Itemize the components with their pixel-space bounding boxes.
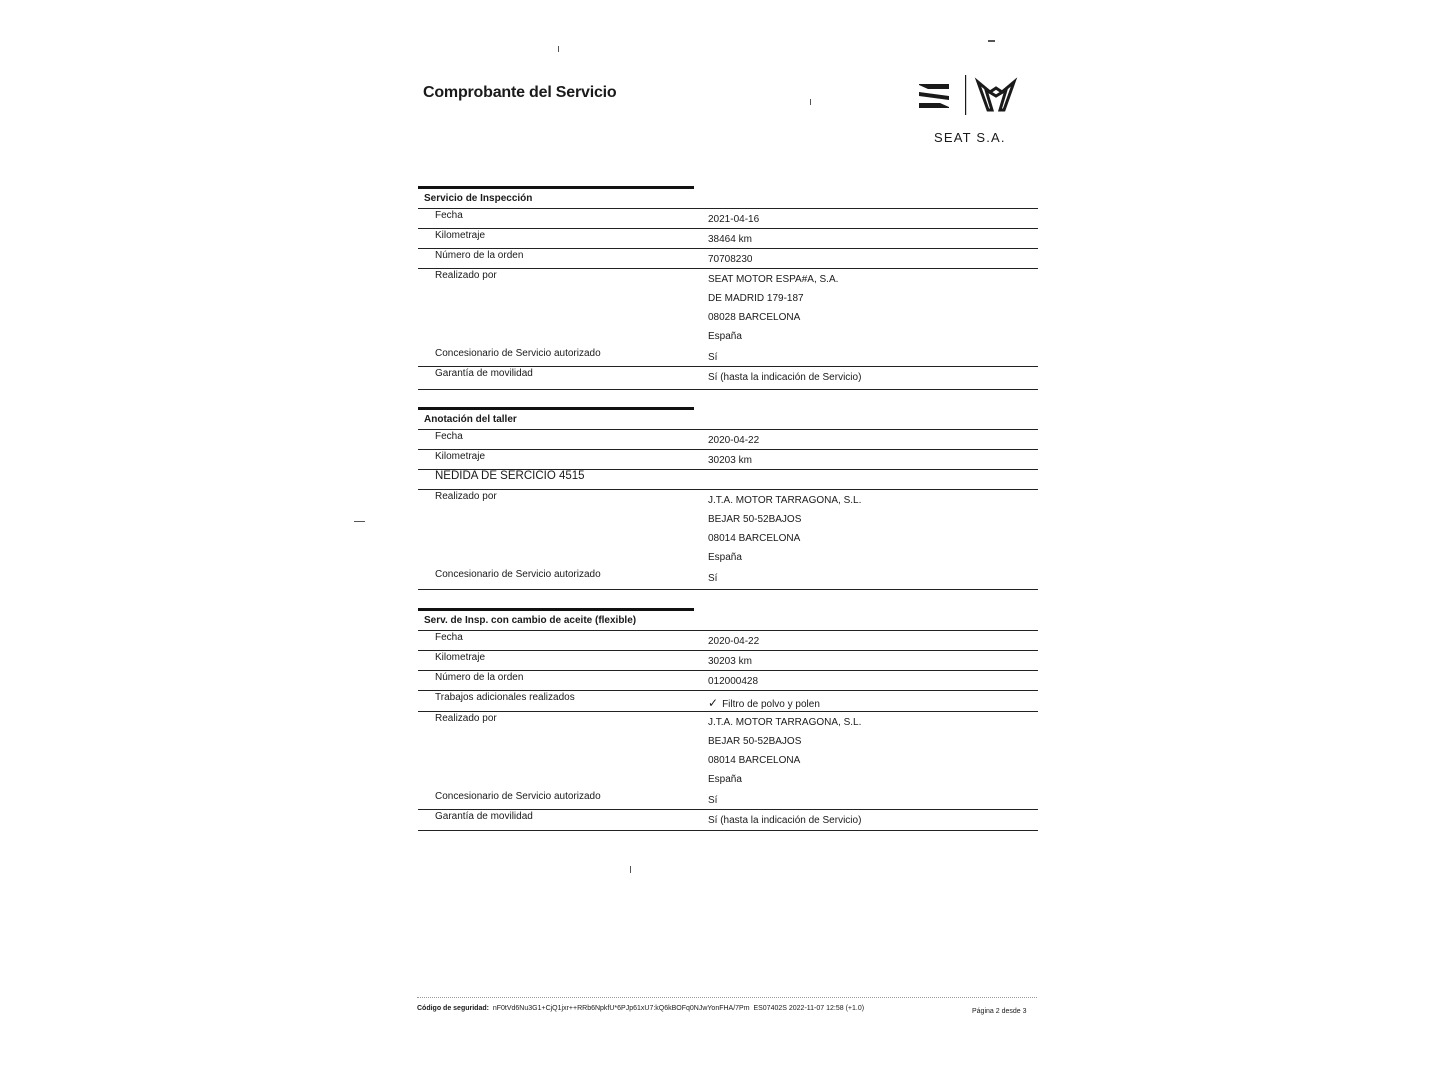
table-row [418, 690, 1038, 711]
row-label: Concesionario de Servicio autorizado [435, 791, 601, 802]
row-label: Kilometraje [435, 230, 486, 241]
row-value: Sí (hasta la indicación de Servicio) [708, 372, 862, 383]
row-value: Sí (hasta la indicación de Servicio) [708, 815, 862, 826]
row-label: Trabajos adicionales realizados [435, 692, 575, 703]
row-value: 38464 km [708, 234, 752, 245]
section-insp-cambio-aceite [418, 608, 1038, 831]
table-row [418, 366, 1038, 389]
row-value: 30203 km [708, 656, 752, 667]
row-label: Concesionario de Servicio autorizado [435, 569, 601, 580]
table-row [418, 429, 1038, 449]
table-row [418, 469, 1038, 489]
section-title: Anotación del taller [418, 407, 694, 429]
row-value: ✓ Filtro de polvo y polen [708, 696, 820, 710]
table-row [418, 347, 1038, 366]
row-value: J.T.A. MOTOR TARRAGONA, S.L. BEJAR 50-52BAJOS 08014 BARCELONA España [708, 717, 862, 785]
row-value: Sí [708, 795, 718, 806]
table-row [418, 650, 1038, 670]
row-label: Kilometraje [435, 652, 486, 663]
row-value: J.T.A. MOTOR TARRAGONA, S.L. BEJAR 50-52BAJOS 08014 BARCELONA España [708, 495, 862, 563]
scan-speck [558, 46, 559, 52]
scan-speck [354, 521, 365, 522]
row-label: Fecha [435, 431, 463, 442]
table-row [418, 268, 1038, 347]
row-label: Garantía de movilidad [435, 368, 533, 379]
row-value: 2020-04-22 [708, 435, 760, 446]
scan-speck [810, 99, 811, 105]
security-code: Código de seguridad: nF0tVd6Nu3G1+CjQ1jxr++RRb6NpkfU*6PJp61xU7:kQ6kBOFq0NJwYonFHA/7Pm ES07402S 2022-11-07 12:58 (+1.0) [417, 1005, 865, 1012]
footer-dotted-rule [417, 997, 1037, 998]
row-label: Fecha [435, 632, 463, 643]
scan-speck [630, 866, 631, 873]
row-label: Fecha [435, 210, 463, 221]
table-row [418, 790, 1038, 809]
section-title: Servicio de Inspección [418, 186, 694, 208]
table-row [418, 670, 1038, 690]
row-label: Garantía de movilidad [435, 811, 533, 822]
row-label: Realizado por [435, 270, 497, 281]
row-value: 012000428 [708, 676, 759, 687]
table-row [418, 489, 1038, 568]
row-value: 2021-04-16 [708, 214, 760, 225]
row-value: 2020-04-22 [708, 636, 760, 647]
table-row [418, 711, 1038, 790]
scan-speck [988, 40, 995, 42]
table-row [418, 228, 1038, 248]
typed-annotation: NEDIDA DE SERCICIO 4515 [435, 470, 585, 482]
table-row [418, 208, 1038, 228]
table-row [418, 630, 1038, 650]
table-row [418, 809, 1038, 830]
row-value: Sí [708, 352, 718, 363]
table-row [418, 449, 1038, 469]
row-label: Kilometraje [435, 451, 486, 462]
row-value: Sí [708, 573, 718, 584]
section-end-rule [418, 589, 1038, 590]
row-value: SEAT MOTOR ESPA#A, S.A. DE MADRID 179-187 08028 BARCELONA España [708, 274, 839, 342]
document-title: Comprobante del Servicio [423, 84, 617, 101]
row-label: Concesionario de Servicio autorizado [435, 348, 601, 359]
table-row [418, 248, 1038, 268]
seat-cupra-logo-icon [916, 72, 1026, 132]
row-label: Realizado por [435, 713, 497, 724]
section-servicio-inspeccion [418, 186, 1038, 390]
table-row [418, 568, 1038, 589]
page-number: Página 2 desde 3 [972, 1008, 1027, 1015]
company-name: SEAT S.A. [934, 130, 1006, 145]
row-value: 70708230 [708, 254, 753, 265]
section-anotacion-taller [418, 407, 1038, 590]
checkmark-icon: ✓ [708, 696, 719, 710]
row-label: Número de la orden [435, 250, 524, 261]
section-title: Serv. de Insp. con cambio de aceite (flexible) [418, 608, 694, 630]
row-value: 30203 km [708, 455, 752, 466]
row-label: Realizado por [435, 491, 497, 502]
row-label: Número de la orden [435, 672, 524, 683]
